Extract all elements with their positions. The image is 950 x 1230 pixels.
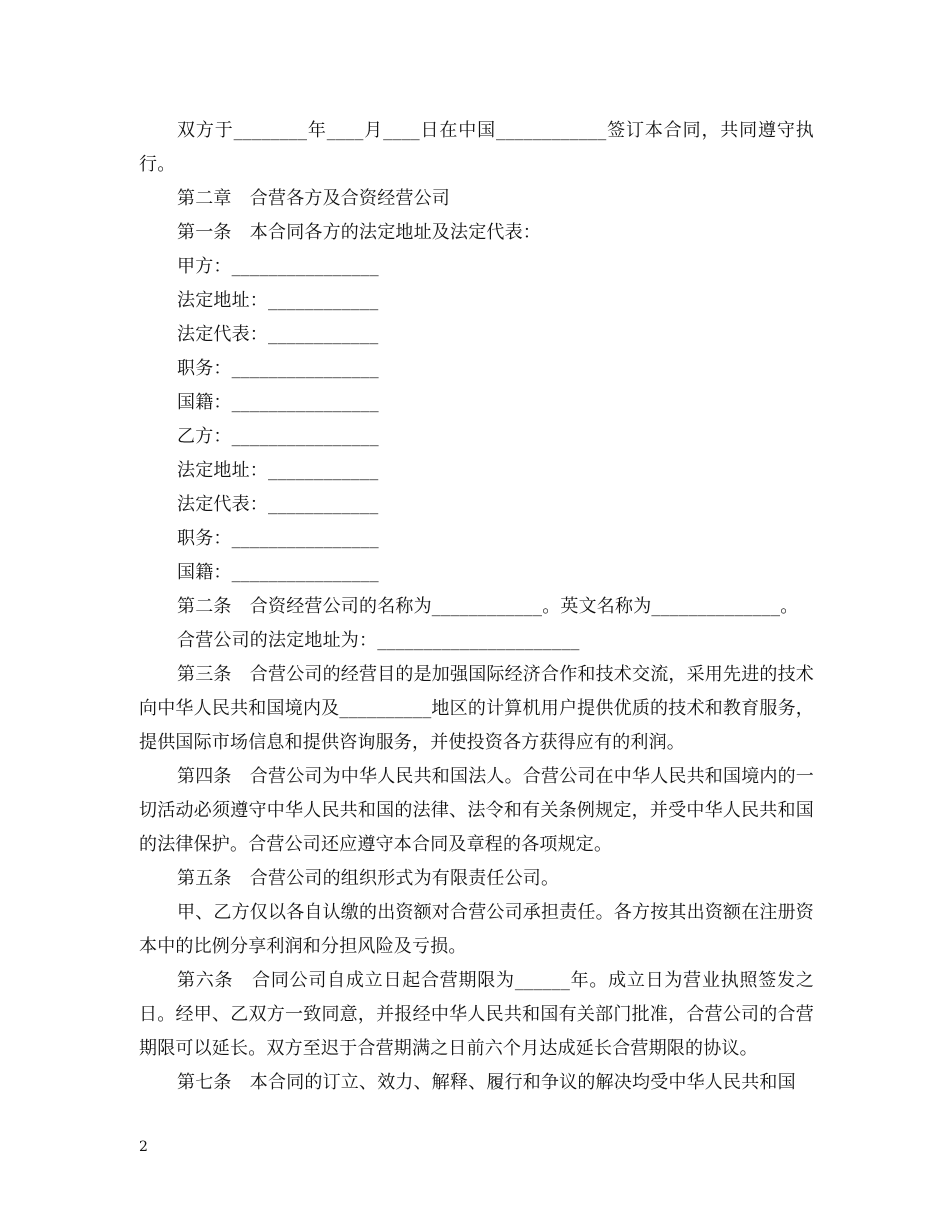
article-4-legal-status: 第四条 合营公司为中华人民共和国法人。合营公司在中华人民共和国境内的一切活动必须遵守中华人民共和国的法律、法令和有关条例规定，并受中华人民共和国的法律保护。合营公司还应遵守本合同及章程的各项规定。 bbox=[139, 766, 814, 855]
company-legal-address: 合营公司的法定地址为：______________________ bbox=[177, 630, 580, 651]
liability-clause: 甲、乙方仅以各自认缴的出资额对合营公司承担责任。各方按其出资额在注册资本中的比例分享利润和分担风险及亏损。 bbox=[139, 902, 814, 957]
article-7-governing-law: 第七条 本合同的订立、效力、解释、履行和争议的解决均受中华人民共和国 bbox=[177, 1072, 796, 1093]
paragraph-signing-date: 双方于________年____月____日在中国____________签订本合同，共同遵守执行。 bbox=[139, 120, 814, 175]
party-a-representative-field: 法定代表：____________ bbox=[177, 324, 379, 345]
article-6-term: 第六条 合同公司自成立日起合营期限为______年。成立日为营业执照签发之日。经甲、乙双方一致同意，并报经中华人民共和国有关部门批准，合营公司的合营期限可以延长。双方至迟于合营期满之日前六个月达成延长合营期限的协议。 bbox=[139, 970, 814, 1059]
party-b-representative-field: 法定代表：____________ bbox=[177, 494, 379, 515]
article-5-organization-form: 第五条 合营公司的组织形式为有限责任公司。 bbox=[177, 868, 560, 889]
party-a-position-field: 职务：________________ bbox=[177, 358, 379, 379]
chapter-heading-2: 第二章 合营各方及合资经营公司 bbox=[177, 188, 450, 209]
party-b-nationality-field: 国籍：________________ bbox=[177, 562, 379, 583]
party-b-field: 乙方：________________ bbox=[177, 426, 379, 447]
party-b-address-field: 法定地址：____________ bbox=[177, 460, 379, 481]
party-a-address-field: 法定地址：____________ bbox=[177, 290, 379, 311]
article-3-business-purpose: 第三条 合营公司的经营目的是加强国际经济合作和技术交流，采用先进的技术向中华人民共和国境内及__________地区的计算机用户提供优质的技术和教育服务，提供国际市场信息和提供咨询服务，并使投资各方获得应有的利润。 bbox=[139, 664, 814, 753]
article-2-company-name: 第二条 合资经营公司的名称为____________。英文名称为______________。 bbox=[177, 596, 799, 617]
party-a-nationality-field: 国籍：________________ bbox=[177, 392, 379, 413]
document-body bbox=[139, 114, 814, 1100]
party-a-field: 甲方：________________ bbox=[177, 256, 379, 277]
party-b-position-field: 职务：________________ bbox=[177, 528, 379, 549]
page-number: 2 bbox=[139, 1139, 148, 1155]
article-1-heading: 第一条 本合同各方的法定地址及法定代表： bbox=[177, 222, 541, 243]
